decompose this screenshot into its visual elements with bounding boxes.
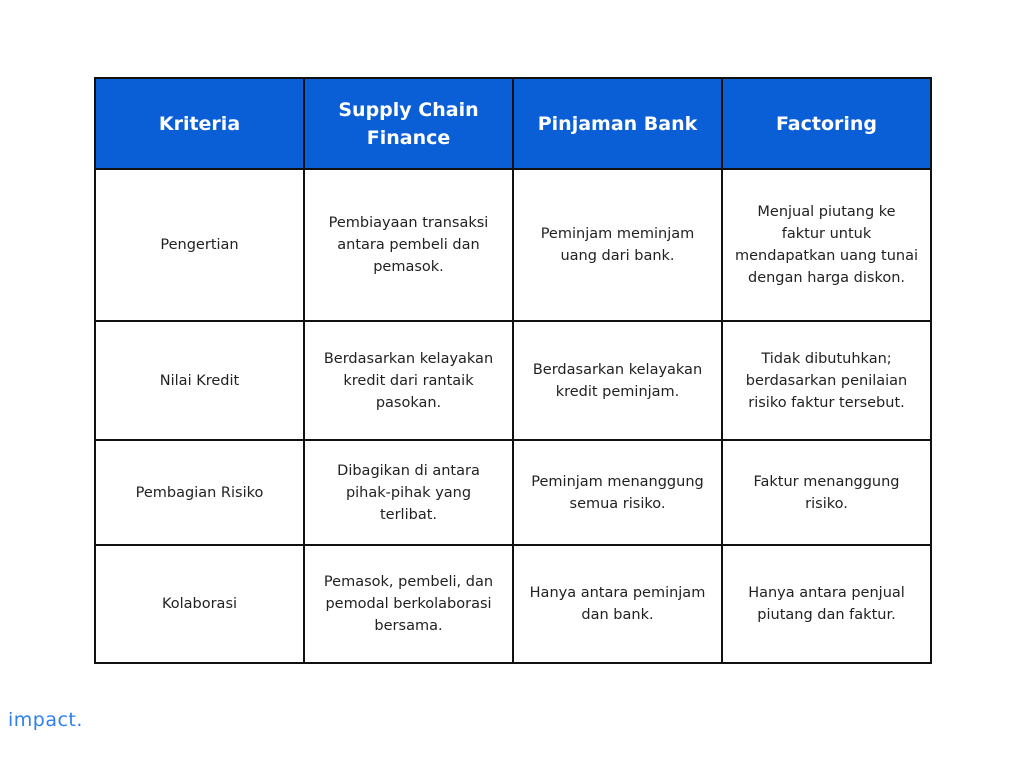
table-cell: Pemasok, pembeli, dan pemodal berkolaborasi bersama. [304, 545, 513, 663]
table-cell: Pembiayaan transaksi antara pembeli dan pemasok. [304, 169, 513, 321]
table-row [95, 545, 931, 663]
table-header-row [95, 78, 931, 169]
table-cell: Berdasarkan kelayakan kredit peminjam. [513, 321, 722, 440]
table-row [95, 321, 931, 440]
table-cell: Tidak dibutuhkan; berdasarkan penilaian risiko faktur tersebut. [722, 321, 931, 440]
table-cell: Hanya antara peminjam dan bank. [513, 545, 722, 663]
table-cell: Berdasarkan kelayakan kredit dari rantaik pasokan. [304, 321, 513, 440]
header-supply-chain-finance: Supply Chain Finance [304, 78, 513, 169]
table-cell: Faktur menanggung risiko. [722, 440, 931, 545]
table-row [95, 440, 931, 545]
table-cell: Peminjam menanggung semua risiko. [513, 440, 722, 545]
row-label-pembagian-risiko: Pembagian Risiko [95, 440, 304, 545]
impact-logo: impact. [8, 709, 83, 731]
table-cell: Menjual piutang ke faktur untuk mendapatkan uang tunai dengan harga diskon. [722, 169, 931, 321]
table-row [95, 169, 931, 321]
table-cell: Hanya antara penjual piutang dan faktur. [722, 545, 931, 663]
table-cell: Peminjam meminjam uang dari bank. [513, 169, 722, 321]
table-cell: Dibagikan di antara pihak-pihak yang terlibat. [304, 440, 513, 545]
comparison-table [94, 77, 932, 664]
row-label-nilai-kredit: Nilai Kredit [95, 321, 304, 440]
header-kriteria: Kriteria [95, 78, 304, 169]
row-label-pengertian: Pengertian [95, 169, 304, 321]
row-label-kolaborasi: Kolaborasi [95, 545, 304, 663]
header-factoring: Factoring [722, 78, 931, 169]
header-pinjaman-bank: Pinjaman Bank [513, 78, 722, 169]
